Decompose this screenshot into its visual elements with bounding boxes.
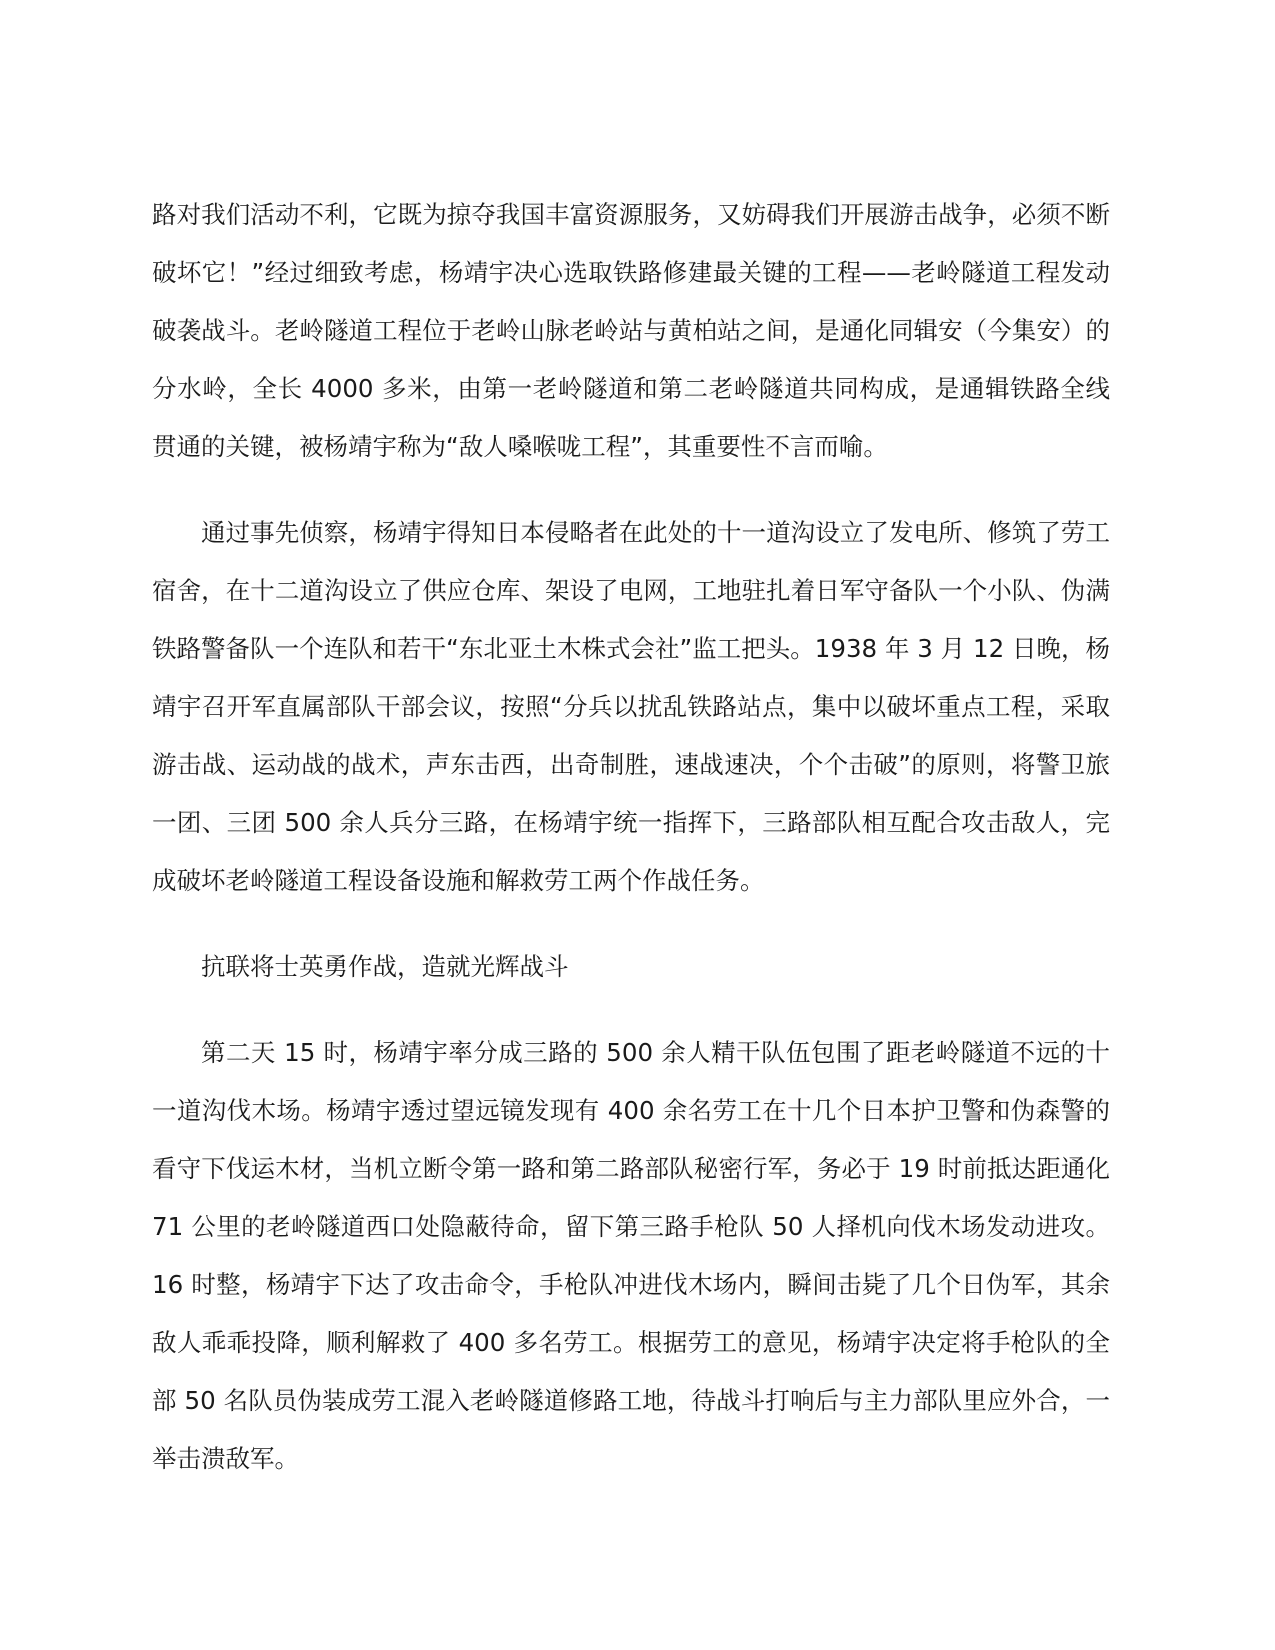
document-body — [152, 186, 1110, 1488]
section-heading: 抗联将士英勇作战，造就光辉战斗 — [201, 952, 569, 981]
paragraph-1: 路对我们活动不利，它既为掠夺我国丰富资源服务，又妨碍我们开展游击战争，必须不断破坏它！”经过细致考虑，杨靖宇决心选取铁路修建最关键的工程——老岭隧道工程发动破袭战斗。老岭隧道工程位于老岭山脉老岭站与黄柏站之间，是通化同辑安（今集安）的分水岭，全长 4000 多米，由第一老岭隧道和第二老岭隧道共同构成，是通辑铁路全线贯通的关键，被杨靖宇称为“敌人嗓喉咙工程”，其重要性不言而喻。 — [152, 200, 1110, 461]
paragraph-2: 通过事先侦察，杨靖宇得知日本侵略者在此处的十一道沟设立了发电所、修筑了劳工宿舍，在十二道沟设立了供应仓库、架设了电网，工地驻扎着日军守备队一个小队、伪满铁路警备队一个连队和若干“东北亚土木株式会社”监工把头。1938 年 3 月 12 日晚，杨靖宇召开军直属部队干部会议，按照“分兵以扰乱铁路站点，集中以破坏重点工程，采取游击战、运动战的战术，声东击西，出奇制胜，速战速决，个个击破”的原则，将警卫旅一团、三团 500 余人兵分三路，在杨靖宇统一指挥下，三路部队相互配合攻击敌人，完成破坏老岭隧道工程设备设施和解救劳工两个作战任务。 — [152, 518, 1110, 895]
paragraph-3: 第二天 15 时，杨靖宇率分成三路的 500 余人精干队伍包围了距老岭隧道不远的十一道沟伐木场。杨靖宇透过望远镜发现有 400 余名劳工在十几个日本护卫警和伪森警的看守下伐运木材，当机立断令第一路和第二路部队秘密行军，务必于 19 时前抵达距通化 71 公里的老岭隧道西口处隐蔽待命，留下第三路手枪队 50 人择机向伐木场发动进攻。16 时整，杨靖宇下达了攻击命令，手枪队冲进伐木场内，瞬间击毙了几个日伪军，其余敌人乖乖投降，顺利解救了 400 多名劳工。根据劳工的意见，杨靖宇决定将手枪队的全部 50 名队员伪装成劳工混入老岭隧道修路工地，待战斗打响后与主力部队里应外合，一举击溃敌军。 — [152, 1038, 1110, 1473]
